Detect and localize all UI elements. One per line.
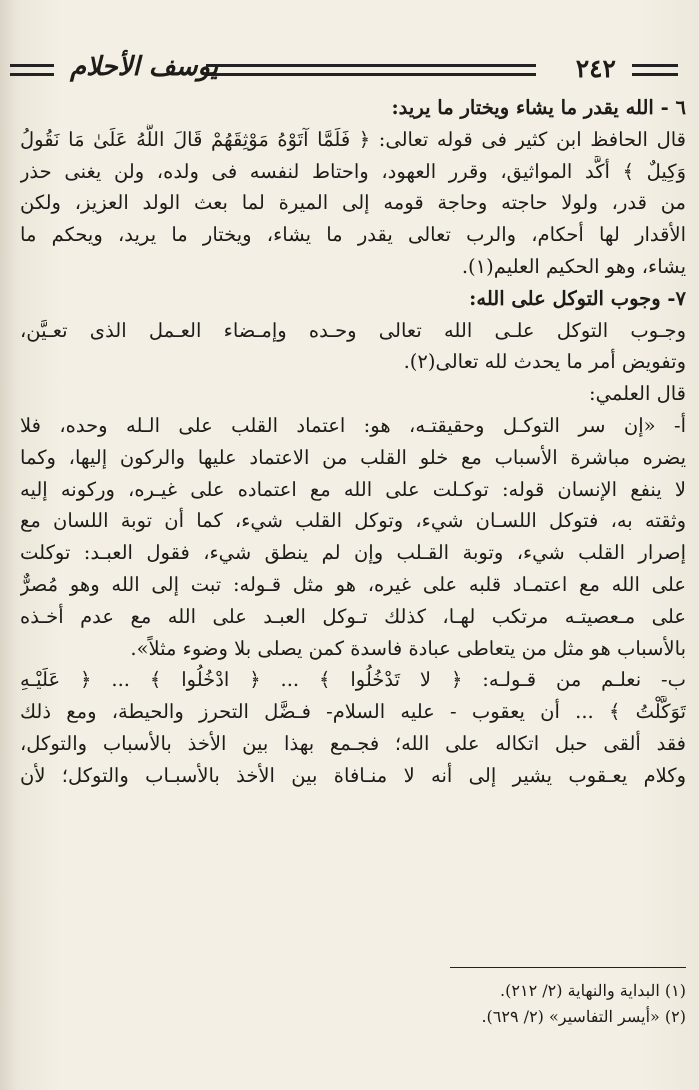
text-line: ب- نعلـم من قـولـه: ﴿ لا تَدْخُلُوا ﴾ ... ﴿ ادْخُلُوا ﴾ ... ﴿ عَلَيْـهِ bbox=[20, 668, 686, 692]
page-number: ٢٤٢ bbox=[575, 54, 616, 83]
text-line: وثقته به، فتوكل اللسـان شيء، وتوكل القلب شيء، كما أن توبة اللسان مع bbox=[20, 509, 686, 533]
header-rule-left bbox=[10, 64, 54, 76]
header-rule-middle bbox=[206, 64, 536, 76]
text-line: يضره مباشرة الأسباب مع خلو القلب من الاعتماد عليها والركون إليها، وكما bbox=[20, 445, 686, 469]
footnotes bbox=[200, 978, 686, 1030]
text-line: بالأسباب هو مثل من يتعاطى عبادة فاسدة كمن يصلى بلا وضوء مثلاً». bbox=[130, 636, 686, 660]
header-rule-right bbox=[632, 64, 678, 76]
text-line: إصرار القلب شيء، وتوبة القـلب وإن لم ينطق شيء، فقول العبـد: توكلت bbox=[20, 541, 686, 565]
text-line: الأقدار لها أحكام، والرب تعالى يقدر ما يشاء، ويختار ما يريد، ويحكم ما bbox=[20, 223, 686, 247]
text-line: وكلام يعـقوب يشير إلى أنه لا منـافاة بين الأخذ بالأسبـاب والتوكل؛ لأن bbox=[20, 763, 686, 787]
text-line: أ- «إن سر التوكـل وحقيقتـه، هو: اعتماد القلب على الـله وحده، فلا bbox=[20, 413, 686, 437]
text-line: وجـوب التوكل علـى الله تعالى وحـده وإمـضاء العـمل الذى تعـيَّن، bbox=[20, 318, 686, 342]
text-line: لا ينفع الإنسان قوله: توكـلت على الله مع اعتماده على غيـره، وركونه إليه bbox=[20, 477, 686, 501]
footnote-separator bbox=[450, 967, 686, 968]
footnote-2: (٢) «أيسر التفاسير» (٢/ ٦٢٩). bbox=[481, 1007, 686, 1026]
text-line: على الله مع اعتمـاد قلبه على غيره، هو مثل قـوله: تبت إلى الله وهو مُصرٌّ bbox=[20, 572, 686, 596]
subheading: قال العلمي: bbox=[589, 382, 686, 406]
section-heading-6: ٦ - الله يقدر ما يشاء ويختار ما يريد: bbox=[391, 96, 686, 119]
footnote-1: (١) البداية والنهاية (٢/ ٢١٢). bbox=[500, 981, 686, 1000]
main-text bbox=[20, 92, 686, 792]
text-line: وتفويض أمر ما يحدث لله تعالى(٢). bbox=[403, 350, 686, 374]
section-heading-7: ٧- وجوب التوكل على الله: bbox=[469, 286, 686, 310]
running-header bbox=[10, 50, 686, 94]
text-line: فقد ألقى حبل اتكاله على الله؛ فجـمع بهذا بين الأخذ بالأسباب والتوكل، bbox=[20, 731, 686, 755]
text-line: على مـعصيتـه مرتكب لهـا، كذلك تـوكل العبـد على الله مع عدم أخـذه bbox=[20, 604, 686, 628]
text-line: يشاء، وهو الحكيم العليم(١). bbox=[461, 254, 686, 278]
text-line: من قدر، ولولا حاجته وحاجة قومه إلى الميرة لما بعث الولد العزيز، ولكن bbox=[20, 191, 686, 215]
text-line: تَوَكَّلْتُ ﴾ ... أن يعقوب - عليه السلام- فـضَّل التحرز والحيطة، ومع ذلك bbox=[20, 700, 686, 724]
text-line: وَكِيلٌ ﴾ أكَّد المواثيق، وقرر العهود، واحتاط لنفسه فى ولده، ولن يغنى حذر bbox=[20, 159, 686, 183]
running-title: يوسف الأحلام bbox=[70, 52, 219, 82]
text-line: قال الحافظ ابن كثير فى قوله تعالى: ﴿ فَلَمَّا آتَوْهُ مَوْثِقَهُمْ قَالَ اللَّهُ عَلَىٰ مَا نَقُولُ bbox=[20, 127, 686, 151]
